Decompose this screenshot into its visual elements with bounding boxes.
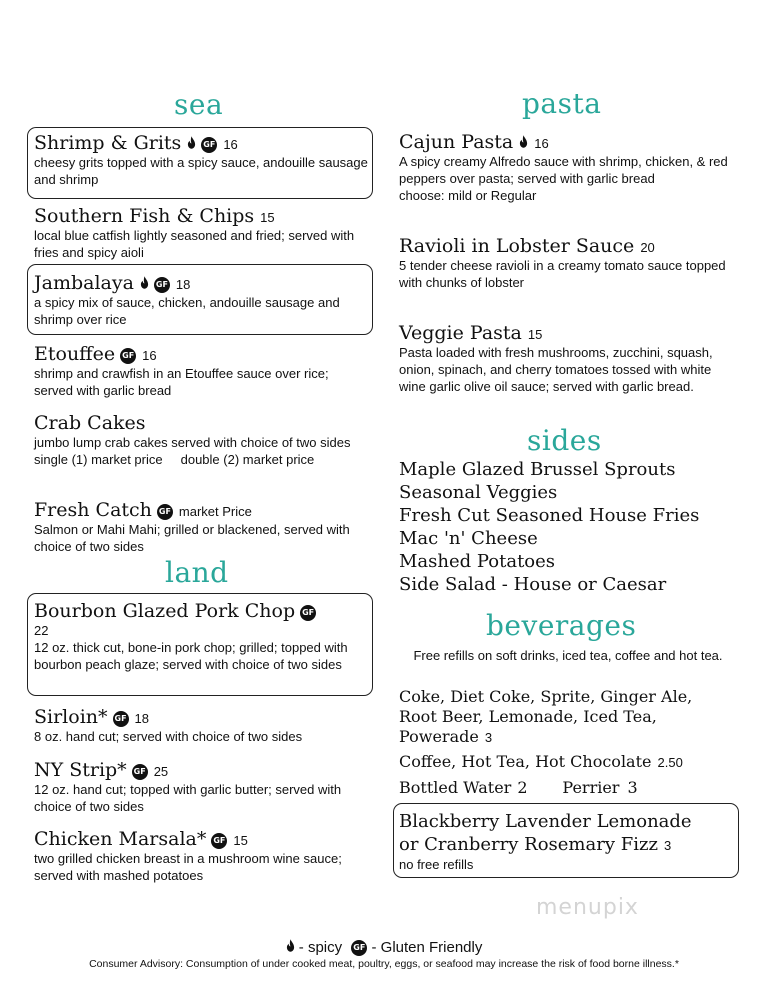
item-name: Crab Cakes xyxy=(34,412,146,434)
item-description: 12 oz. hand cut; topped with garlic butter; served with choice of two sides xyxy=(34,782,342,814)
side-item: Mac 'n' Cheese xyxy=(399,528,538,549)
menu-item-cajun-pasta xyxy=(399,131,737,204)
special-price: 3 xyxy=(663,838,672,853)
beverage-hot xyxy=(399,752,739,772)
beverage-water xyxy=(399,778,739,798)
menu-item-shrimp-grits xyxy=(34,132,369,188)
item-name: Jambalaya xyxy=(34,272,134,294)
consumer-advisory: Consumer Advisory: Consumption of under cooked meat, poultry, eggs, or seafood may increase the risk of food borne illness.* xyxy=(89,958,679,970)
item-name: Veggie Pasta xyxy=(399,322,522,344)
sides-list xyxy=(399,458,744,596)
menu-item-crab-cakes xyxy=(34,412,369,468)
item-name: NY Strip* xyxy=(34,759,127,781)
side-item: Mashed Potatoes xyxy=(399,551,556,572)
gluten-friendly-icon: GF xyxy=(211,833,227,849)
gluten-friendly-icon: GF xyxy=(351,940,367,956)
item-description: jumbo lump crab cakes served with choice of two sides xyxy=(34,435,351,450)
item-description: Salmon or Mahi Mahi; grilled or blackened, served with choice of two sides xyxy=(34,522,350,554)
spicy-icon xyxy=(519,135,528,148)
special-line-1: Blackberry Lavender Lemonade xyxy=(399,811,692,832)
special-line-2: or Cranberry Rosemary Fizz xyxy=(399,834,658,855)
refills-note: Free refills on soft drinks, iced tea, coffee and hot tea. xyxy=(413,648,723,663)
item-price: 20 xyxy=(640,240,655,255)
price-double: double (2) market price xyxy=(180,452,315,467)
beverage-name-perrier: Perrier xyxy=(562,778,620,797)
item-price: 18 xyxy=(175,277,191,292)
item-price: 15 xyxy=(233,833,248,848)
item-description: cheesy grits topped with a spicy sauce, andouille sausage and shrimp xyxy=(34,155,368,187)
menu-item-veggie-pasta xyxy=(399,322,714,395)
menu-item-ny-strip xyxy=(34,759,369,815)
legend-gluten-friendly: - Gluten Friendly xyxy=(371,939,483,956)
beverage-name: Bottled Water xyxy=(399,778,512,797)
item-description: 5 tender cheese ravioli in a creamy tomato sauce topped with chunks of lobster xyxy=(399,258,726,290)
item-description: local blue catfish lightly seasoned and fried; served with fries and spicy aioli xyxy=(34,228,355,260)
item-name: Ravioli in Lobster Sauce xyxy=(399,235,635,257)
price-single: single (1) market price xyxy=(34,452,163,467)
item-name: Bourbon Glazed Pork Chop xyxy=(34,600,296,622)
legend xyxy=(0,939,768,956)
watermark: menupix xyxy=(536,895,639,920)
item-name: Fresh Catch xyxy=(34,499,152,521)
special-note: no free refills xyxy=(399,857,474,872)
menu-item-jambalaya xyxy=(34,272,369,328)
section-title-land: land xyxy=(165,556,229,589)
item-description: A spicy creamy Alfredo sauce with shrimp, chicken, & red peppers over pasta; served with garlic bread xyxy=(399,154,728,186)
item-description: two grilled chicken breast in a mushroom wine sauce; served with mashed potatoes xyxy=(34,851,342,883)
menu-item-etouffee xyxy=(34,343,369,399)
item-name: Southern Fish & Chips xyxy=(34,205,255,227)
gluten-friendly-icon: GF xyxy=(201,137,217,153)
menu-item-chicken-marsala xyxy=(34,828,369,884)
spicy-icon xyxy=(286,939,295,952)
beverage-price: 3 xyxy=(484,730,493,745)
item-description: shrimp and crawfish in an Etouffee sauce over rice; served with garlic bread xyxy=(34,366,329,398)
section-title-sides: sides xyxy=(527,424,602,457)
item-description: a spicy mix of sauce, chicken, andouille sausage and shrimp over rice xyxy=(34,295,340,327)
side-item: Fresh Cut Seasoned House Fries xyxy=(399,505,700,526)
item-price: 25 xyxy=(153,764,169,779)
beverage-price: 2.50 xyxy=(657,755,683,770)
item-name: Chicken Marsala* xyxy=(34,828,207,850)
section-title-beverages: beverages xyxy=(486,609,637,642)
beverage-special xyxy=(399,810,734,873)
beverage-sodas xyxy=(399,687,719,747)
beverage-price-perrier: 3 xyxy=(627,778,638,797)
gluten-friendly-icon: GF xyxy=(154,277,170,293)
item-description: 12 oz. thick cut, bone-in pork chop; grilled; topped with bourbon peach glaze; served with choice of two sides xyxy=(34,640,348,672)
item-name: Etouffee xyxy=(34,343,116,365)
beverage-name: Coffee, Hot Tea, Hot Chocolate xyxy=(399,752,652,771)
item-description: Pasta loaded with fresh mushrooms, zucchini, squash, onion, spinach, and cherry tomatoes tossed with white wine garlic olive oil sauce; served with garlic bread. xyxy=(399,345,713,394)
gluten-friendly-icon: GF xyxy=(113,711,129,727)
side-item: Seasonal Veggies xyxy=(399,482,558,503)
item-price: 22 xyxy=(34,623,49,638)
item-name: Cajun Pasta xyxy=(399,131,514,153)
item-price: 15 xyxy=(527,327,543,342)
menu-item-sirloin xyxy=(34,706,369,745)
gluten-friendly-icon: GF xyxy=(300,605,316,621)
beverage-name: Coke, Diet Coke, Sprite, Ginger Ale, Root Beer, Lemonade, Iced Tea, Powerade xyxy=(399,687,693,746)
item-price: market Price xyxy=(178,504,252,519)
item-price: 16 xyxy=(534,136,549,151)
menu-item-fresh-catch xyxy=(34,499,369,555)
item-name: Sirloin* xyxy=(34,706,108,728)
item-price: 16 xyxy=(223,137,238,152)
beverage-price: 2 xyxy=(517,778,528,797)
item-price: 18 xyxy=(134,711,149,726)
item-price: 16 xyxy=(142,348,157,363)
side-item: Side Salad - House or Caesar xyxy=(399,574,667,595)
menu-item-pork-chop xyxy=(34,600,369,673)
spicy-icon xyxy=(140,276,149,289)
section-title-sea: sea xyxy=(174,88,224,121)
item-option: choose: mild or Regular xyxy=(399,188,537,203)
item-description: 8 oz. hand cut; served with choice of two sides xyxy=(34,729,303,744)
side-item: Maple Glazed Brussel Sprouts xyxy=(399,459,676,480)
legend-spicy: - spicy xyxy=(298,939,343,956)
gluten-friendly-icon: GF xyxy=(157,504,173,520)
menu-item-ravioli xyxy=(399,235,749,291)
gluten-friendly-icon: GF xyxy=(132,764,148,780)
gluten-friendly-icon: GF xyxy=(120,348,136,364)
spicy-icon xyxy=(187,136,196,149)
section-title-pasta: pasta xyxy=(522,87,602,120)
menu-item-fish-chips xyxy=(34,205,369,261)
item-price: 15 xyxy=(260,210,275,225)
item-name: Shrimp & Grits xyxy=(34,132,182,154)
